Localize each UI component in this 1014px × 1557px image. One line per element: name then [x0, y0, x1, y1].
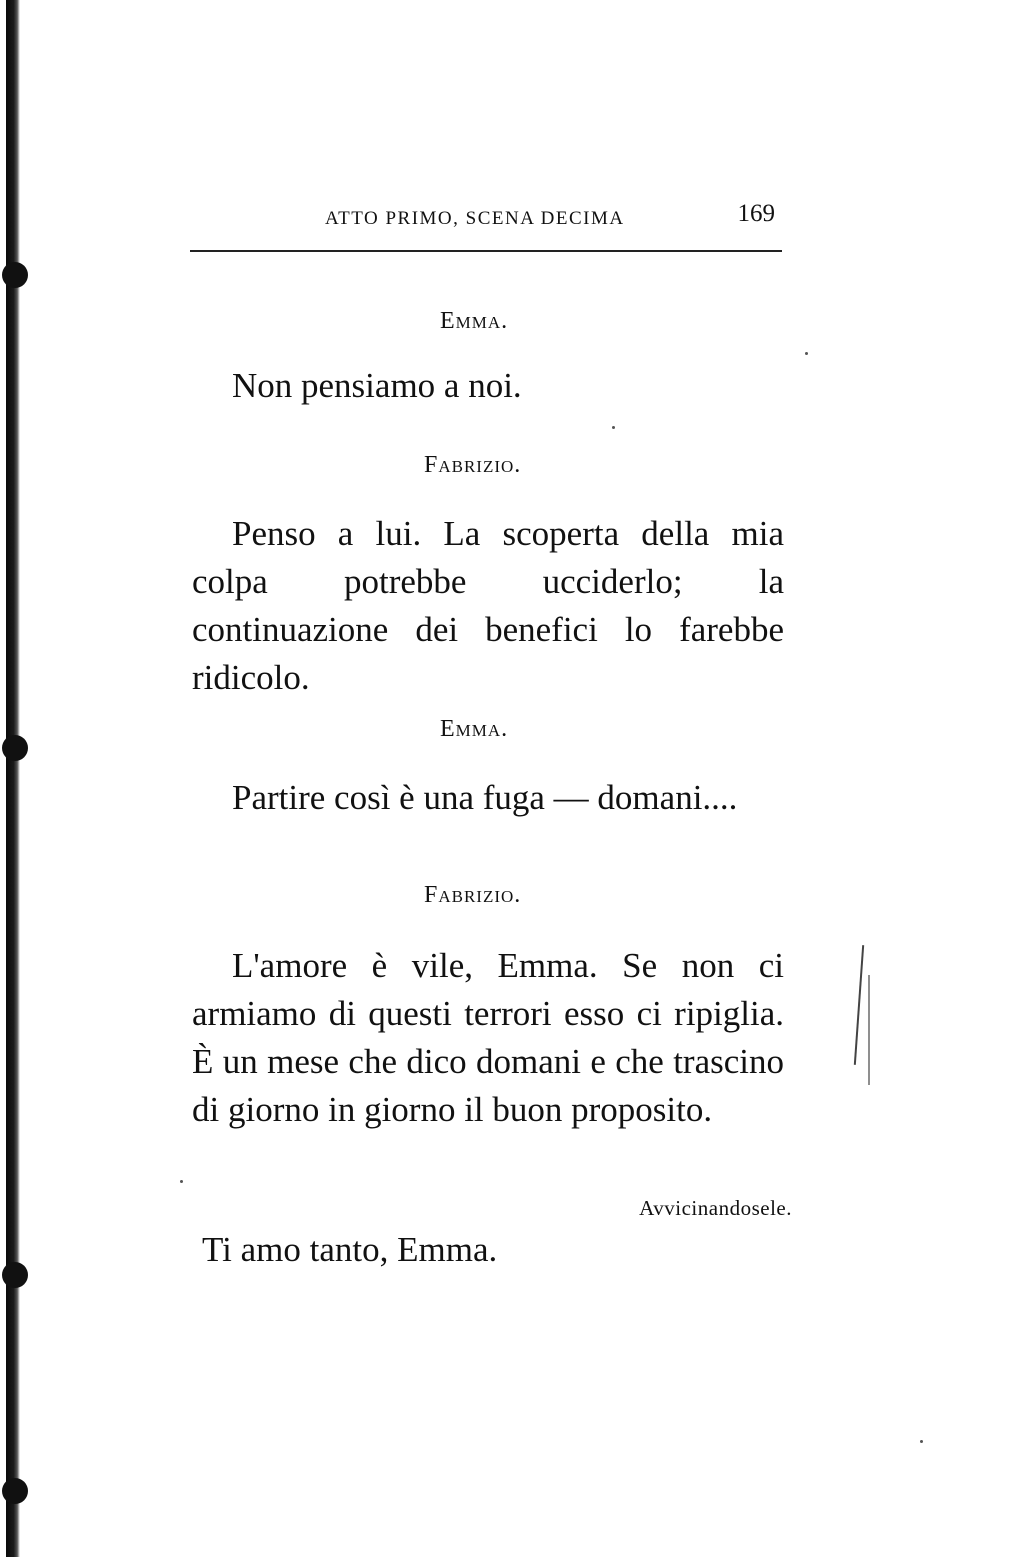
dialogue-line: Penso a lui. La scoperta della mia colpa potrebbe ucciderlo; la continuazione dei benefici lo farebbe ridicolo. — [192, 514, 784, 697]
scan-speck — [612, 426, 615, 429]
dialogue-line: L'amore è vile, Emma. Se non ci armiamo di questi terrori esso ci ripiglia. È un mese che dico domani e che trascino di giorno in giorno il buon proposito. — [192, 946, 784, 1129]
running-head — [190, 200, 785, 240]
binding-notch — [2, 262, 28, 288]
page-number: 169 — [737, 200, 775, 227]
stage-direction: Avvicinandosele. — [639, 1196, 792, 1220]
binding-notch — [2, 735, 28, 761]
binding-notch — [2, 1262, 28, 1288]
scan-speck — [805, 352, 808, 355]
dialogue-line: Partire così è una fuga — domani.... — [232, 778, 738, 817]
dialogue-line: Non pensiamo a noi. — [232, 366, 522, 405]
dialogue-line: Ti amo tanto, Emma. — [202, 1230, 498, 1269]
speaker-name: Fabrizio. — [424, 452, 522, 478]
scan-speck — [180, 1180, 183, 1183]
binding-notch — [2, 1478, 28, 1504]
header-rule — [190, 250, 782, 252]
speaker-name: Emma. — [440, 716, 509, 742]
speaker-name: Fabrizio. — [424, 882, 522, 908]
running-title: ATTO PRIMO, SCENA DECIMA — [325, 208, 625, 229]
page-binding-edge — [6, 0, 20, 1557]
scan-speck — [920, 1440, 923, 1443]
speaker-name: Emma. — [440, 308, 509, 334]
scan-mark — [868, 975, 870, 1085]
scan-mark — [854, 945, 864, 1065]
